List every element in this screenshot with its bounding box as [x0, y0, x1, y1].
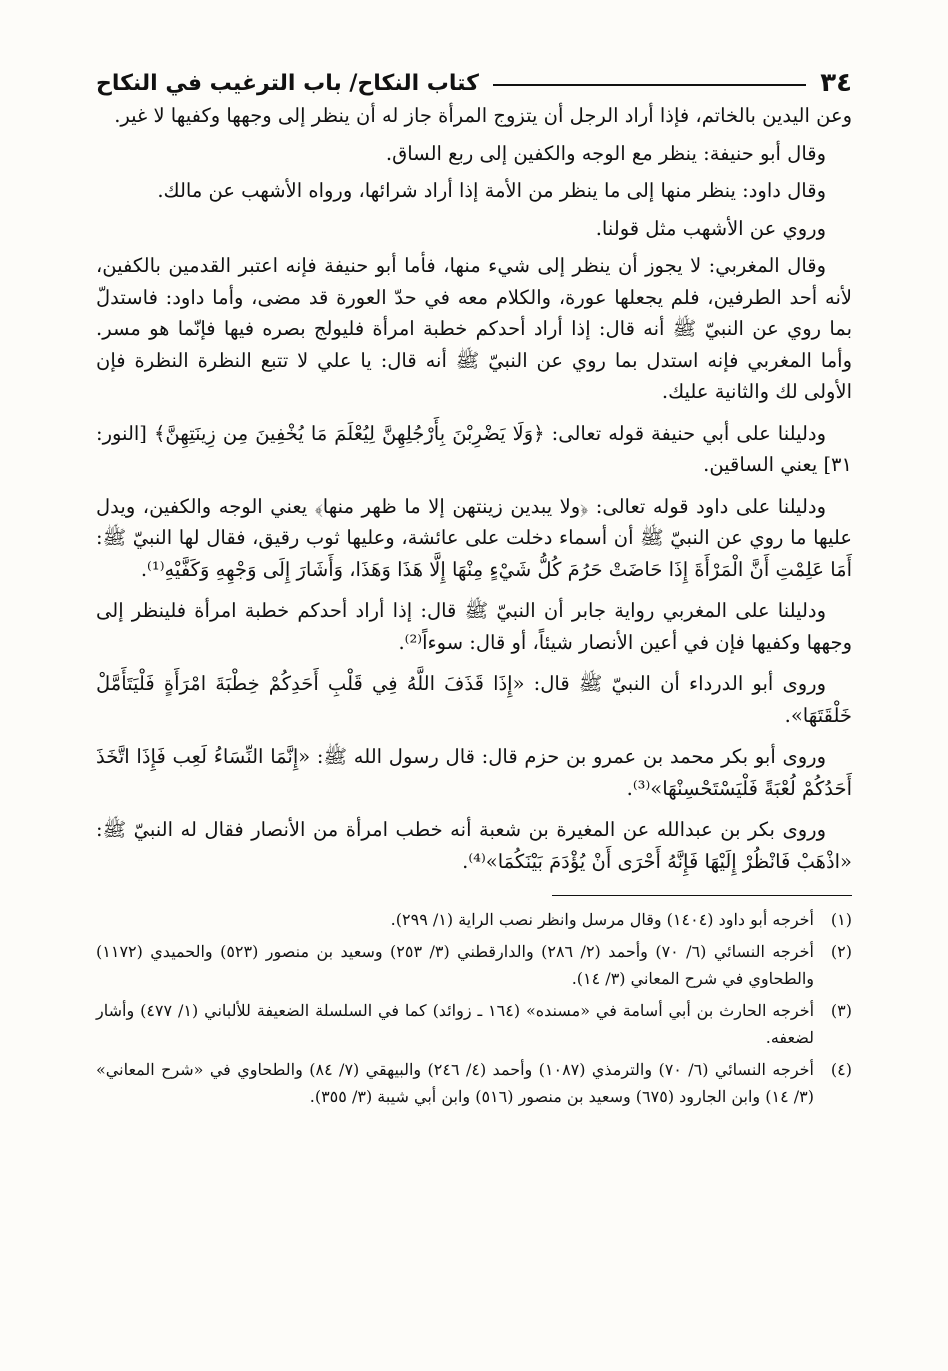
footnote-text: أخرجه النسائي (٦/ ٧٠) وأحمد (٢/ ٢٨٦) والدارقطني (٣/ ٢٥٣) وسعيد بن منصور (٥٢٣) والحميدي (١١٧٢) والطحاوي في شرح المعاني (٣/ ١٤).: [96, 942, 814, 988]
footnote: [96, 997, 852, 1051]
paragraph: وقال المغربي: لا يجوز أن ينظر إلى شيء منها، فأما أبو حنيفة فإنه اعتبر القدمين بالكفين، لأنه أحد الطرفين، فلم يجعلها عورة، والكلام معه في حدّ العورة قد مضى، وأما داود: فاستدلّ بما روي عن النبيّ ﷺ أنه قال: إذا أراد أحدكم خطبة امرأة فليولج بصره فيها فإنّما هو مسر. وأما المغربي فإنه استدل بما روي عن النبيّ ﷺ أنه قال: يا علي لا تتبع النظرة النظرة فإن الأولى لك والثانية عليك.: [96, 254, 852, 403]
paragraph: وقال داود: ينظر منها إلى ما ينظر من الأمة إذا أراد شرائها، ورواه الأشهب عن مالك.: [157, 179, 826, 202]
main-text: [96, 100, 852, 877]
paragraph: وعن اليدين بالخاتم، فإذا أراد الرجل أن يتزوج المرأة جاز له أن ينظر إلى وجهها وكفيها لا غير.: [114, 104, 852, 127]
page-number: ٣٤: [820, 68, 852, 98]
footnote: [96, 1056, 852, 1110]
footnotes: [96, 906, 852, 1110]
paragraph: وروى أبو بكر محمد بن عمرو بن حزم قال: قال رسول الله ﷺ: «إِنَّمَا النِّسَاءُ لَعِب فَإِذَا اتَّخَذَ أَحَدُكُمْ لُعْبَةً فَلْيَسْتَحْسِنْهَا»⁽³⁾.: [96, 745, 852, 800]
footnote-number: (٣): [830, 1001, 852, 1020]
paragraph: وروي عن الأشهب مثل قولنا.: [595, 216, 826, 240]
paragraph: ودليلنا على داود قوله تعالى: ﴿ولا يبدين زينتهن إلا ما ظهر منها﴾ يعني الوجه والكفين، ويدل عليها ما روي عن النبيّ ﷺ أن أسماء دخلت على عائشة، وعليها ثوب رقيق، فقال لها النبيّ ﷺ: أَمَا عَلِمْتِ أَنَّ الْمَرْأَةَ إِذَا حَاضَتْ حَرُمَ كُلُّ شَيْءٍ مِنْهَا إِلَّا هَذَا وَهَذَا، وَأَشَارَ إِلَى وَجْهِهِ وَكَفَّيْهِ⁽¹⁾.: [96, 494, 853, 581]
running-title: كتاب النكاح/ باب الترغيب في النكاح: [96, 71, 479, 96]
paragraph: ودليلنا على المغربي رواية جابر أن النبيّ ﷺ قال: إذا أراد أحدكم خطبة امرأة فلينظر إلى وجهها وكفيها فإن في أعين الأنصار شيئاً، أو قال: سوءاً⁽²⁾.: [96, 599, 852, 654]
footnote: [96, 938, 852, 992]
footnote: [96, 906, 852, 933]
page-header: [96, 56, 852, 96]
paragraph: وقال أبو حنيفة: ينظر مع الوجه والكفين إلى ربع الساق.: [385, 141, 826, 165]
paragraph: وروى أبو الدرداء أن النبيّ ﷺ قال: «إِذَا قَذَفَ اللَّهُ فِي قَلْبِ أَحَدِكُمْ خِطْبَةَ امْرَأَةٍ فَلْيَتَأَمَّلْ خَلْقَتَهَا».: [96, 672, 852, 727]
footnote-number: (٢): [830, 942, 852, 961]
footnote-text: أخرجه أبو داود (١٤٠٤) وقال مرسل وانظر نصب الراية (١/ ٢٩٩).: [390, 910, 814, 929]
footnote-number: (١): [830, 910, 852, 929]
paragraph: ودليلنا على أبي حنيفة قوله تعالى: ﴿وَلَا يَضْرِبْنَ بِأَرْجُلِهِنَّ لِيُعْلَمَ مَا يُخْفِينَ مِن زِينَتِهِنَّ﴾ [النور: ٣١] يعني الساقين.: [96, 421, 852, 476]
footnote-separator: [552, 895, 852, 896]
footnote-text: أخرجه النسائي (٦/ ٧٠) والترمذي (١٠٨٧) وأحمد (٤/ ٢٤٦) والبيهقي (٧/ ٨٤) والطحاوي في «شرح المعاني» (٣/ ١٤) وابن الجارود (٦٧٥) وسعيد بن منصور (٥١٦) وابن أبي شيبة (٣/ ٣٥٥).: [96, 1060, 814, 1106]
header-rule: [493, 84, 806, 86]
footnote-text: أخرجه الحارث بن أبي أسامة في «مسنده» (١٦٤ ـ زوائد) كما في السلسلة الضعيفة للألباني (١/ ٤٧٧) وأشار لضعفه.: [96, 1001, 815, 1047]
footnote-number: (٤): [830, 1060, 852, 1079]
paragraph: وروى بكر بن عبدالله عن المغيرة بن شعبة أنه خطب امرأة من الأنصار فقال له النبيّ ﷺ: «اذْهَبْ فَانْظُرْ إِلَيْهَا فَإِنَّهُ أَحْرَى أَنْ يُؤْدَمَ بَيْنَكُمَا»⁽⁴⁾.: [96, 818, 852, 873]
